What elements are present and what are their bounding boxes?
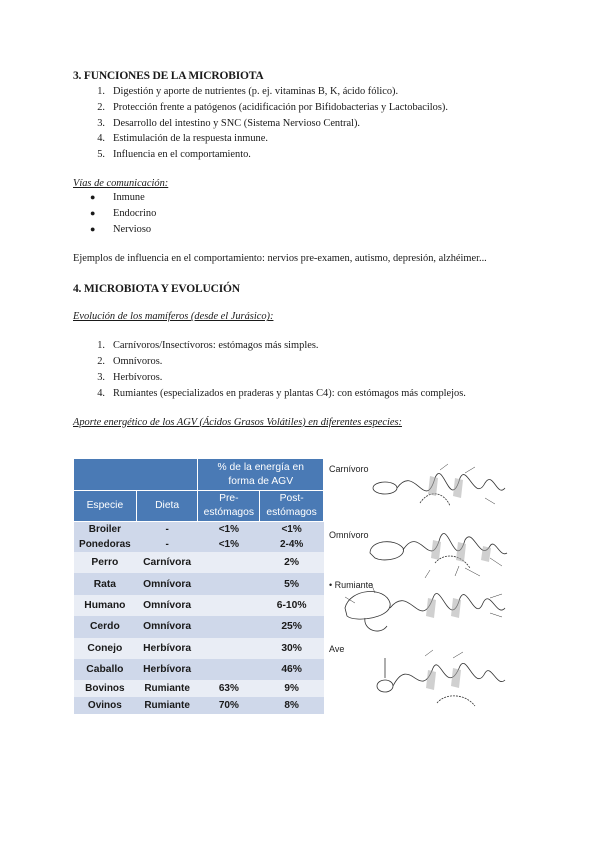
bullet-icon: ● xyxy=(90,191,96,202)
document-page xyxy=(73,68,530,428)
table-header-blank xyxy=(74,459,198,491)
carnivore-tract-icon xyxy=(373,464,505,506)
bullet-icon: ● xyxy=(90,223,96,234)
list-item: 4. Estimulación de la respuesta inmune. xyxy=(97,133,268,145)
list-item: 3. Desarrollo del intestino y SNC (Sistema Nervioso Central). xyxy=(97,117,361,129)
list-item: 1. Carnívoros/Insectívoros: estómagos más simples. xyxy=(97,340,319,352)
diagram-label-omnivoro: Omnívoro xyxy=(329,530,369,540)
table-header-post: Post-estómagos xyxy=(260,491,324,522)
digestive-tract-diagram xyxy=(325,458,510,712)
section-3-title: 3. FUNCIONES DE LA MICROBIOTA xyxy=(73,70,264,82)
vias-list xyxy=(73,190,530,237)
digestive-tract-drawings xyxy=(325,458,510,712)
list-item: ● Endocrino xyxy=(73,206,530,222)
list-item: 5. Influencia en el comportamiento. xyxy=(97,149,251,161)
ruminant-tract-icon xyxy=(345,566,505,631)
list-item: ● Inmune xyxy=(73,190,530,206)
table-header-pre: Pre-estómagos xyxy=(198,491,260,522)
list-item: 2. Protección frente a patógenos (acidificación por Bifidobacterias y Lactobacilos). xyxy=(97,101,448,113)
diagram-label-rumiante: • Rumiante xyxy=(329,580,374,590)
table-row: Perro Carnívora 2% xyxy=(74,552,324,573)
table-row: Cerdo Omnívora 25% xyxy=(74,616,324,637)
evolucion-subtitle: Evolución de los mamíferos (desde el Jurásico): xyxy=(73,311,274,323)
functions-list xyxy=(73,84,530,163)
bird-tract-icon xyxy=(377,650,505,706)
list-item: 1. Digestión y aporte de nutrientes (p. ej. vitaminas B, K, ácido fólico). xyxy=(97,86,399,97)
table-row: Ponedoras - <1% 2-4% xyxy=(74,537,324,552)
evolucion-list xyxy=(73,338,530,401)
section-4-title: 4. MICROBIOTA Y EVOLUCIÓN xyxy=(73,283,240,296)
table-row: Caballo Herbívora 46% xyxy=(74,659,324,680)
table-header-dieta: Dieta xyxy=(136,491,198,522)
table-row: Bovinos Rumiante 63% 9% xyxy=(74,680,324,697)
diagram-label-carnivoro: Carnívoro xyxy=(329,464,369,474)
table-header-especie: Especie xyxy=(74,491,137,522)
vias-subtitle: Vías de comunicación: xyxy=(73,177,169,189)
aporte-subtitle: Aporte energético de los AGV (Ácidos Grasos Volátiles) en diferentes especies: xyxy=(73,416,402,428)
list-item: 4. Rumiantes (especializados en praderas y plantas C4): con estómagos más complejos. xyxy=(97,387,466,399)
diagram-label-ave: Ave xyxy=(329,644,345,654)
table-row: Humano Omnívora 6-10% xyxy=(74,595,324,616)
table-row: Conejo Herbívora 30% xyxy=(74,638,324,659)
list-item: ● Nervioso xyxy=(73,222,530,238)
table-row: Broiler - <1% <1% xyxy=(74,522,324,538)
list-item: 3. Herbívoros. xyxy=(97,371,163,383)
list-item: 2. Omnívoros. xyxy=(97,356,163,368)
table-row: Ovinos Rumiante 70% 8% xyxy=(74,697,324,714)
ejemplos-paragraph: Ejemplos de influencia en el comportamiento: nervios pre-examen, autismo, depresión, alzhéimer... xyxy=(73,253,487,265)
table-group-header: % de la energía en forma de AGV xyxy=(198,459,324,491)
table-row: Rata Omnívora 5% xyxy=(74,573,324,594)
agv-table xyxy=(73,458,324,714)
agv-table-wrapper xyxy=(73,458,324,714)
bullet-icon: ● xyxy=(90,207,96,218)
